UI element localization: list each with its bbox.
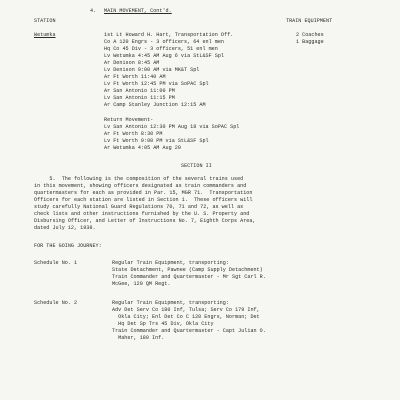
schedule-label: Schedule No. 2 bbox=[34, 300, 78, 306]
return-line: Ar Ft Worth 8:30 PM bbox=[104, 131, 163, 137]
paragraph-line: dated July 12, 1938. bbox=[34, 225, 96, 231]
section-number: 4. bbox=[90, 8, 97, 14]
movement-line: Lv Ft Worth 12:45 PM via SoPAC Spl bbox=[104, 81, 209, 87]
schedule-line: Hq Det Sp Trs 45 Div, Okla City bbox=[112, 321, 214, 327]
paragraph-line: quartermasters for each as provided in Par. 15, MGR 71. Transportation bbox=[34, 190, 253, 196]
equipment-column-header: TRAIN EQUIPMENT bbox=[286, 18, 333, 24]
movement-line: Co A 120 Engrs - 3 officers, 64 enl men bbox=[104, 39, 224, 45]
movement-line: Ar Ft Worth 11:40 AM bbox=[104, 74, 166, 80]
return-line: Lv Ft Worth 9:00 PM via StL&SF Spl bbox=[104, 138, 209, 144]
paragraph-line: Disbursing Officer, and Letter of Instructions No. 7, Eighth Corps Area, bbox=[34, 218, 256, 224]
schedule-line: Train Commander and Quartermaster - Mr Sgt Carl R. bbox=[112, 274, 266, 280]
schedule-line: Regular Train Equipment, transporting: bbox=[112, 300, 229, 306]
movement-line: Lv Wetumka 4:45 AM Aug 6 via StL&SF Spl bbox=[104, 53, 224, 59]
return-line: Ar Wetumka 4:05 AM Aug 20 bbox=[104, 145, 181, 151]
section-heading: SECTION II bbox=[181, 163, 212, 169]
return-movement-label: Return Movement- bbox=[104, 117, 154, 123]
return-line: Lv San Antonio 12:30 PM Aug 18 via SoPAC Spl bbox=[104, 124, 240, 130]
paragraph-line: 5. The following is the composition of the several trains used bbox=[34, 176, 244, 182]
movement-line: 1st Lt Howard H. Hart, Transportation Off. bbox=[104, 32, 234, 38]
station-column-header: STATION bbox=[34, 18, 56, 24]
station-name: Wetumka bbox=[34, 32, 56, 38]
equipment-item: 2 Coaches bbox=[296, 32, 324, 38]
movement-line: Ar San Antonio 11:00 PM bbox=[104, 88, 175, 94]
going-journey-label: FOR THE GOING JOURNEY: bbox=[34, 243, 102, 249]
movement-line: Ar Camp Stanley Junction 12:15 AM bbox=[104, 102, 206, 108]
movement-line: Lv San Antonio 11:15 PM bbox=[104, 95, 175, 101]
schedule-line: Okla City; Enl Det Co C 120 Engrs, Norman; Det bbox=[112, 314, 260, 320]
paragraph-line: Officers for each station are listed in Section 1. These officers will bbox=[34, 197, 253, 203]
movement-line: Ar Denison 8:45 AM bbox=[104, 60, 160, 66]
schedule-line: Maher, 180 Inf. bbox=[112, 335, 165, 341]
schedule-line: State Detachment, Pawnee (Camp Supply Detachment) bbox=[112, 267, 263, 273]
schedule-label: Schedule No. 1 bbox=[34, 260, 78, 266]
schedule-line: McGee, 120 QM Regt. bbox=[112, 281, 171, 287]
page-heading: MAIN MOVEMENT, Cont'd. bbox=[104, 8, 172, 14]
schedule-line: Regular Train Equipment, transporting: bbox=[112, 260, 229, 266]
schedule-line: Train Commander and Quartermaster - Capt Julian O. bbox=[112, 328, 266, 334]
schedule-line: Adv Det Serv Co 180 Inf, Tulsa; Serv Co 179 Inf, bbox=[112, 307, 260, 313]
equipment-item: 1 Baggage bbox=[296, 39, 324, 45]
paragraph-line: in this movement, showing officers designated as train commanders and bbox=[34, 183, 247, 189]
paragraph-line: check lists and other instructions furnished by the U. S. Property and bbox=[34, 211, 250, 217]
movement-line: Lv Denison 9:00 AM via MK&T Spl bbox=[104, 67, 200, 73]
movement-line: Hq Co 45 Div - 3 officers, 51 enl men bbox=[104, 46, 218, 52]
paragraph-line: study carefully National Guard Regulations 70, 71 and 72, as well as bbox=[34, 204, 244, 210]
